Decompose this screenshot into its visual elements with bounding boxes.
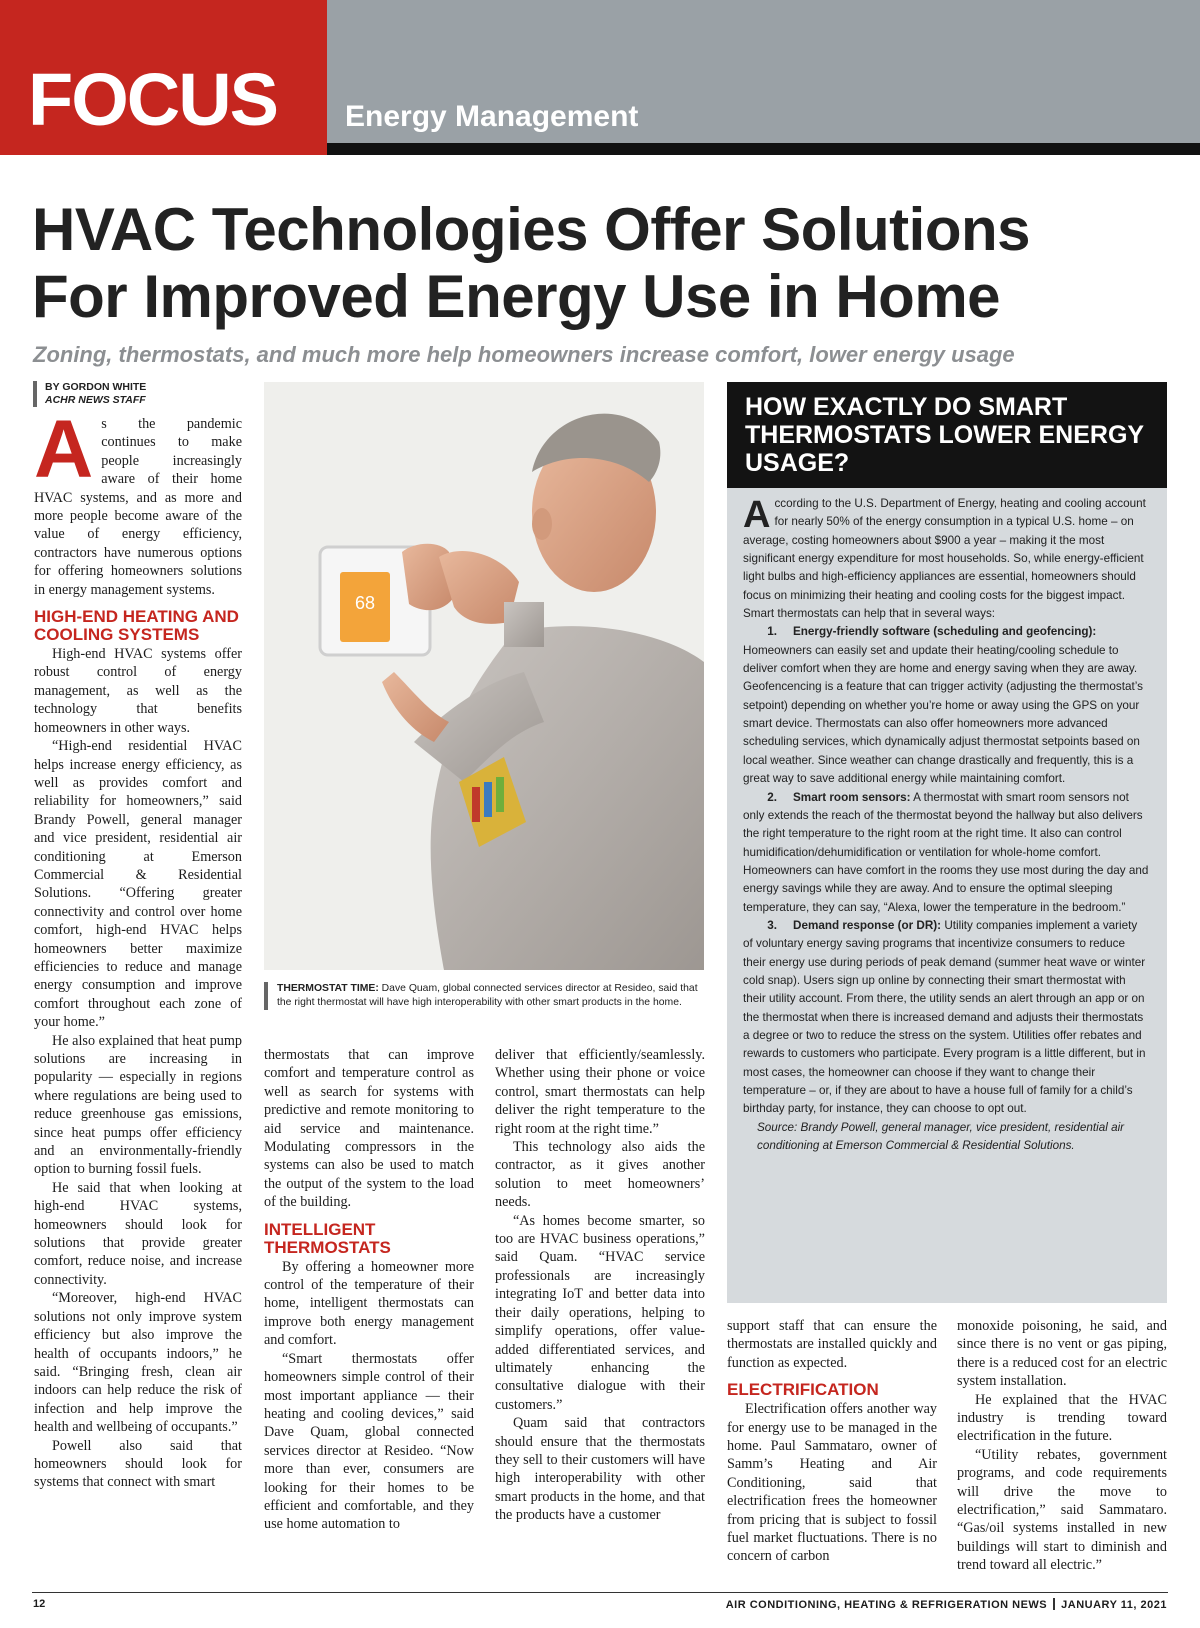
paragraph: “Moreover, high-end HVAC solutions not only improve system efficiency but also improve the health of occupants indoors,” he said. “Bringing fresh, clean air indoors can help reduce the risk of infection and help improve the health and wellbeing of occupants.” [34, 1290, 242, 1436]
sidebar-title: HOW EXACTLY DO SMART THERMOSTATS LOWER ENERGY USAGE? [727, 382, 1167, 488]
item-number: 1. [767, 625, 777, 639]
section-name: Energy Management [345, 100, 639, 133]
subheadline: Zoning, thermostats, and much more help homeowners increase comfort, lower energy usage [33, 342, 1015, 367]
headline-line-2: For Improved Energy Use in Home [32, 263, 1001, 330]
focus-banner [0, 0, 327, 155]
item-label: Demand response (or DR): [793, 918, 942, 932]
section-rule [327, 143, 1200, 155]
paragraph: This technology also aids the contractor, as it gives another solution to meet homeowners’ needs. [495, 1139, 705, 1211]
intro-paragraph [34, 404, 242, 599]
paragraph: monoxide poisoning, he said, and since there is no vent or gas piping, there is a reduced cost for an electric system installation. [957, 1318, 1167, 1390]
paragraph: deliver that efficiently/seamlessly. Whether using their phone or voice control, smart thermostats can help deliver the right temperature to the right room at the right time.” [495, 1047, 705, 1137]
author-role: ACHR NEWS STAFF [45, 394, 146, 406]
article-column-4 [727, 1317, 937, 1566]
sidebar-drop-cap: A [743, 494, 771, 536]
item-label: Energy-friendly software (scheduling and geofencing): [793, 625, 1097, 639]
paragraph: He explained that the HVAC industry is trending toward electrification in the future. [957, 1391, 1167, 1445]
caption-text: Dave Quam, global connected services director at Resideo, said that the right thermostat will have high interoperability with other smart products in the home. [277, 983, 698, 1009]
sidebar-list-item [743, 789, 1149, 917]
section-heading-high-end: HIGH-END HEATING AND COOLING SYSTEMS [34, 607, 239, 645]
paragraph: Electrification offers another way for energy use to be managed in the home. Paul Sammataro, owner of Samm’s Heating and Air Conditioning, said that electrification frees the homeowner from pricing that is subject to fossil fuel market fluctuations. There is no concern of carbon [727, 1401, 937, 1565]
issue-date: JANUARY 11, 2021 [1061, 1599, 1167, 1611]
item-number: 2. [767, 790, 777, 804]
paragraph: Quam said that contractors should ensure that the thermostats they sell to their customers will have high interoperability with other smart products in the home, and that the products have a customer [495, 1415, 705, 1524]
photo-caption [264, 982, 708, 1010]
focus-label: FOCUS [28, 58, 277, 141]
paragraph: By offering a homeowner more control of the temperature of their home, intelligent thermostats can improve both energy management and comfort. [264, 1258, 474, 1349]
paragraph: “High-end residential HVAC helps increase energy efficiency, as well as provides comfort and reliability for homeowners,” said Brandy Powell, general manager and vice president, residential air conditioning at Emerson Commercial & Residential Solutions. “Offering greater connectivity and control over home comfort, high-end HVAC helps homeowners better maximize efficiencies to reduce and manage energy consumption and improve comfort throughout each zone of your home.” [34, 738, 242, 1031]
page-header [0, 0, 1200, 155]
item-text: A thermostat with smart room sensors not only extends the reach of the thermostat beyond the hallway but also delivers the right temperature to the right room at the right time. It also can control humidification/dehumidification or ventilation for whole-home comfort. Homeowners can have comfort in the rooms they use most during the day and energy savings while they are away. And to ensure the optimal sleeping temperature, they can say, “Alexa, lower the temperature in the bedroom.” [743, 790, 1149, 914]
paragraph: Powell also said that homeowners should look for systems that connect with smart [34, 1437, 242, 1491]
paragraph: He said that when looking at high-end HVAC systems, homeowners should look for solutions that provide greater comfort, reduce noise, and increase connectivity. [34, 1179, 242, 1288]
paragraph: “As homes become smarter, so too are HVAC business operations,” said Quam. “HVAC service professionals are increasingly integrating IoT and better data into their daily operations, helping to simplify operations, offer value-added differentiated services, and ultimately enhancing the consultative dialogue with their customers.” [495, 1212, 705, 1413]
page-number: 12 [33, 1598, 46, 1610]
paragraph: “Utility rebates, government programs, and code requirements will drive the move to electrification,” said Sammataro. “Gas/oil systems installed in new buildings will start to diminish and trend toward all electric.” [957, 1446, 1167, 1574]
intro-text: s the pandemic continues to make people increasingly aware of their home HVAC systems, and as more and more people become aware of the value of energy efficiency, contractors have numerous options for offering homeowners solutions in energy management systems. [34, 416, 242, 598]
item-label: Smart room sensors: [793, 790, 911, 804]
caption-label: THERMOSTAT TIME: [277, 983, 379, 994]
paragraph: thermostats that can improve comfort and temperature control as well as search for systems with predictive and remote monitoring to aid service and maintenance. Modulating compressors in the systems can also be used to match the output of the system to the load of the building. [264, 1047, 474, 1211]
author-name: BY GORDON WHITE [45, 381, 147, 393]
paragraph: “Smart thermostats offer homeowners simple control of their most important appliance — their heating and cooling devices,” said Dave Quam, global connected services director at Resideo. “Now more than ever, consumers are looking for their homes to be efficient and comfortable, and they use home automation to [264, 1350, 474, 1533]
paragraph: support staff that can ensure the thermostats are installed quickly and function as expected. [727, 1318, 937, 1371]
footer-separator [1053, 1598, 1055, 1610]
sidebar-list-item [743, 623, 1149, 788]
footer-rule [32, 1592, 1168, 1593]
article-column-5 [957, 1317, 1167, 1575]
publication-footer [726, 1598, 1167, 1611]
thermostat-photo [264, 382, 704, 970]
article-column-3 [495, 1046, 705, 1525]
sidebar-list-item [743, 917, 1149, 1119]
paragraph: High-end HVAC systems offer robust control of energy management, as well as the technology that benefits homeowners in other ways. [34, 646, 242, 736]
item-text: Utility companies implement a variety of voluntary energy saving programs that incentivize consumers to reduce their energy use during periods of peak demand (summer heat wave or winter cold snap). Users sign up online by connecting their smart thermostat with their utility account. From there, the utility sends an alert through an app or on the thermostat when there is increased demand and adjusts their thermostats a degree or two to reduce the stress on the system. Utilities offer rebates and rewards to customers who participate. Every program is a little different, but in most cases, the homeowner can choose if they want to change their temperature – or, if they are about to have a house full of family for a child’s birthday party, for instance, they can choose to opt out. [743, 918, 1146, 1116]
article-column-2 [264, 1046, 474, 1534]
sidebar-intro-text: ccording to the U.S. Department of Energy, heating and cooling account for nearly 50% of the energy consumption in a typical U.S. home – on average, costing homeowners about $900 a year – making it the most significant energy expenditure for most households. So, while energy-efficient light bulbs and high-efficiency appliances are essential, homeowners should focus on minimizing their heating and cooling costs for the biggest impact. Smart thermostats can help that in several ways: [743, 497, 1146, 621]
item-text: Homeowners can easily set and update their heating/cooling schedule to deliver comfort when they are home and energy saving when they are away. Geofencencing is a feature that can trigger activity (adjusting the thermostat’s setpoint) depending on whether you’re home or away using the GPS on your smart device. Thermostats can also offer homeowners more advanced scheduling services, which dynamically adjust thermostat setpoints based on local weather. Since weather can change drastically and frequently, this is a great way to save additional energy while maintaining comfort. [743, 643, 1143, 786]
paragraph: He also explained that heat pump solutions are increasing in popularity — especially in regions where regulations are being used to reduce greenhouse gas emissions, since heat pumps offer efficiency and an environmentally-friendly option to burning fossil fuels. [34, 1032, 242, 1178]
section-heading-electrification: ELECTRIFICATION [727, 1380, 879, 1400]
section-heading-intelligent-thermostats: INTELLIGENT THERMOSTATS [264, 1219, 391, 1257]
article-column-1 [34, 404, 242, 1492]
thermostat-readout: 68 [354, 593, 376, 613]
sidebar-intro [743, 495, 1149, 623]
drop-cap: A [34, 404, 94, 495]
sidebar-source: Source: Brandy Powell, general manager, vice president, residential air conditioning at Emerson Commercial & Residential Solutions. [757, 1120, 1125, 1153]
headline-line-1: HVAC Technologies Offer Solutions [32, 196, 1030, 263]
technician-illustration [264, 382, 704, 970]
headline [32, 196, 1172, 330]
sidebar-box [727, 488, 1167, 1303]
publication-name: AIR CONDITIONING, HEATING & REFRIGERATION NEWS [725, 1599, 1048, 1611]
item-number: 3. [767, 918, 777, 932]
